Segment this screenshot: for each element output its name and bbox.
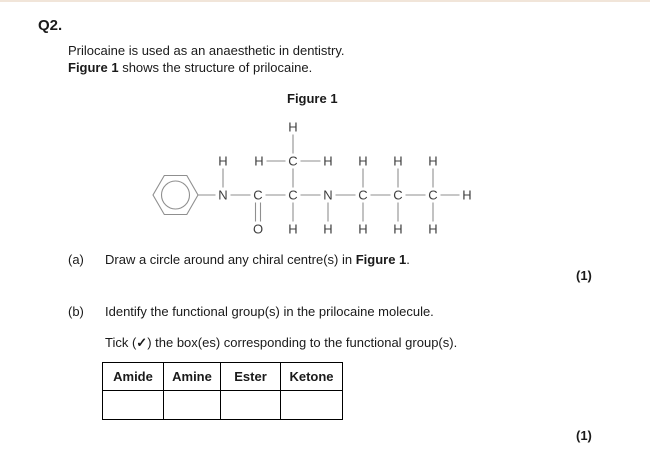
table-header-amine: Amine — [164, 363, 221, 391]
atom-H: H — [288, 119, 298, 135]
tick-cell-ester[interactable] — [221, 391, 281, 420]
part-b-text: Identify the functional group(s) in the prilocaine molecule. — [105, 304, 434, 319]
table-header-ester: Ester — [221, 363, 281, 391]
part-b-marks: (1) — [576, 428, 592, 443]
atom-H: H — [254, 153, 264, 169]
tick-instruction — [105, 335, 457, 351]
intro-line-2-rest: shows the structure of prilocaine. — [118, 60, 313, 75]
intro-figure-ref: Figure 1 — [68, 60, 119, 75]
part-a-text-before: Draw a circle around any chiral centre(s) in — [105, 252, 356, 267]
atom-N: N — [218, 187, 228, 203]
table-answer-row — [103, 391, 343, 420]
atom-H: H — [393, 153, 403, 169]
tick-instruction-before: Tick ( — [105, 335, 137, 350]
atom-H: H — [288, 221, 298, 237]
atom-H: H — [218, 153, 228, 169]
atom-C: C — [288, 153, 298, 169]
part-b-label: (b) — [68, 304, 84, 319]
table-header-amide: Amide — [103, 363, 164, 391]
tick-instruction-after: ) the box(es) corresponding to the functional group(s). — [147, 335, 458, 350]
tick-cell-amine[interactable] — [164, 391, 221, 420]
atom-C: C — [428, 187, 438, 203]
part-a-text — [105, 252, 410, 267]
atom-C: C — [253, 187, 263, 203]
figure-title: Figure 1 — [287, 91, 338, 106]
part-a-label: (a) — [68, 252, 84, 267]
intro-line-2 — [68, 60, 312, 75]
atom-H: H — [428, 153, 438, 169]
atom-C: C — [288, 187, 298, 203]
atom-H: H — [393, 221, 403, 237]
atom-H: H — [323, 221, 333, 237]
benzene-ring-hexagon — [153, 176, 198, 215]
atom-H: H — [462, 187, 472, 203]
part-a-figure-ref: Figure 1 — [355, 252, 407, 267]
atom-H: H — [358, 153, 368, 169]
tick-cell-ketone[interactable] — [281, 391, 343, 420]
atom-C: C — [358, 187, 368, 203]
benzene-ring-circle — [162, 181, 190, 209]
atom-H: H — [323, 153, 333, 169]
intro-line-1: Prilocaine is used as an anaesthetic in dentistry. — [68, 43, 345, 58]
functional-group-table — [102, 362, 343, 420]
table-header-row — [103, 363, 343, 391]
atom-H: H — [358, 221, 368, 237]
table-header-ketone: Ketone — [281, 363, 343, 391]
question-number: Q2. — [38, 17, 63, 34]
tick-cell-amide[interactable] — [103, 391, 164, 420]
part-a-marks: (1) — [576, 268, 592, 283]
part-a-text-after: . — [406, 252, 410, 267]
atom-C: C — [393, 187, 403, 203]
atom-H: H — [428, 221, 438, 237]
atom-O: O — [252, 221, 264, 237]
atom-N: N — [323, 187, 333, 203]
tick-mark-icon: ✓ — [136, 335, 148, 350]
